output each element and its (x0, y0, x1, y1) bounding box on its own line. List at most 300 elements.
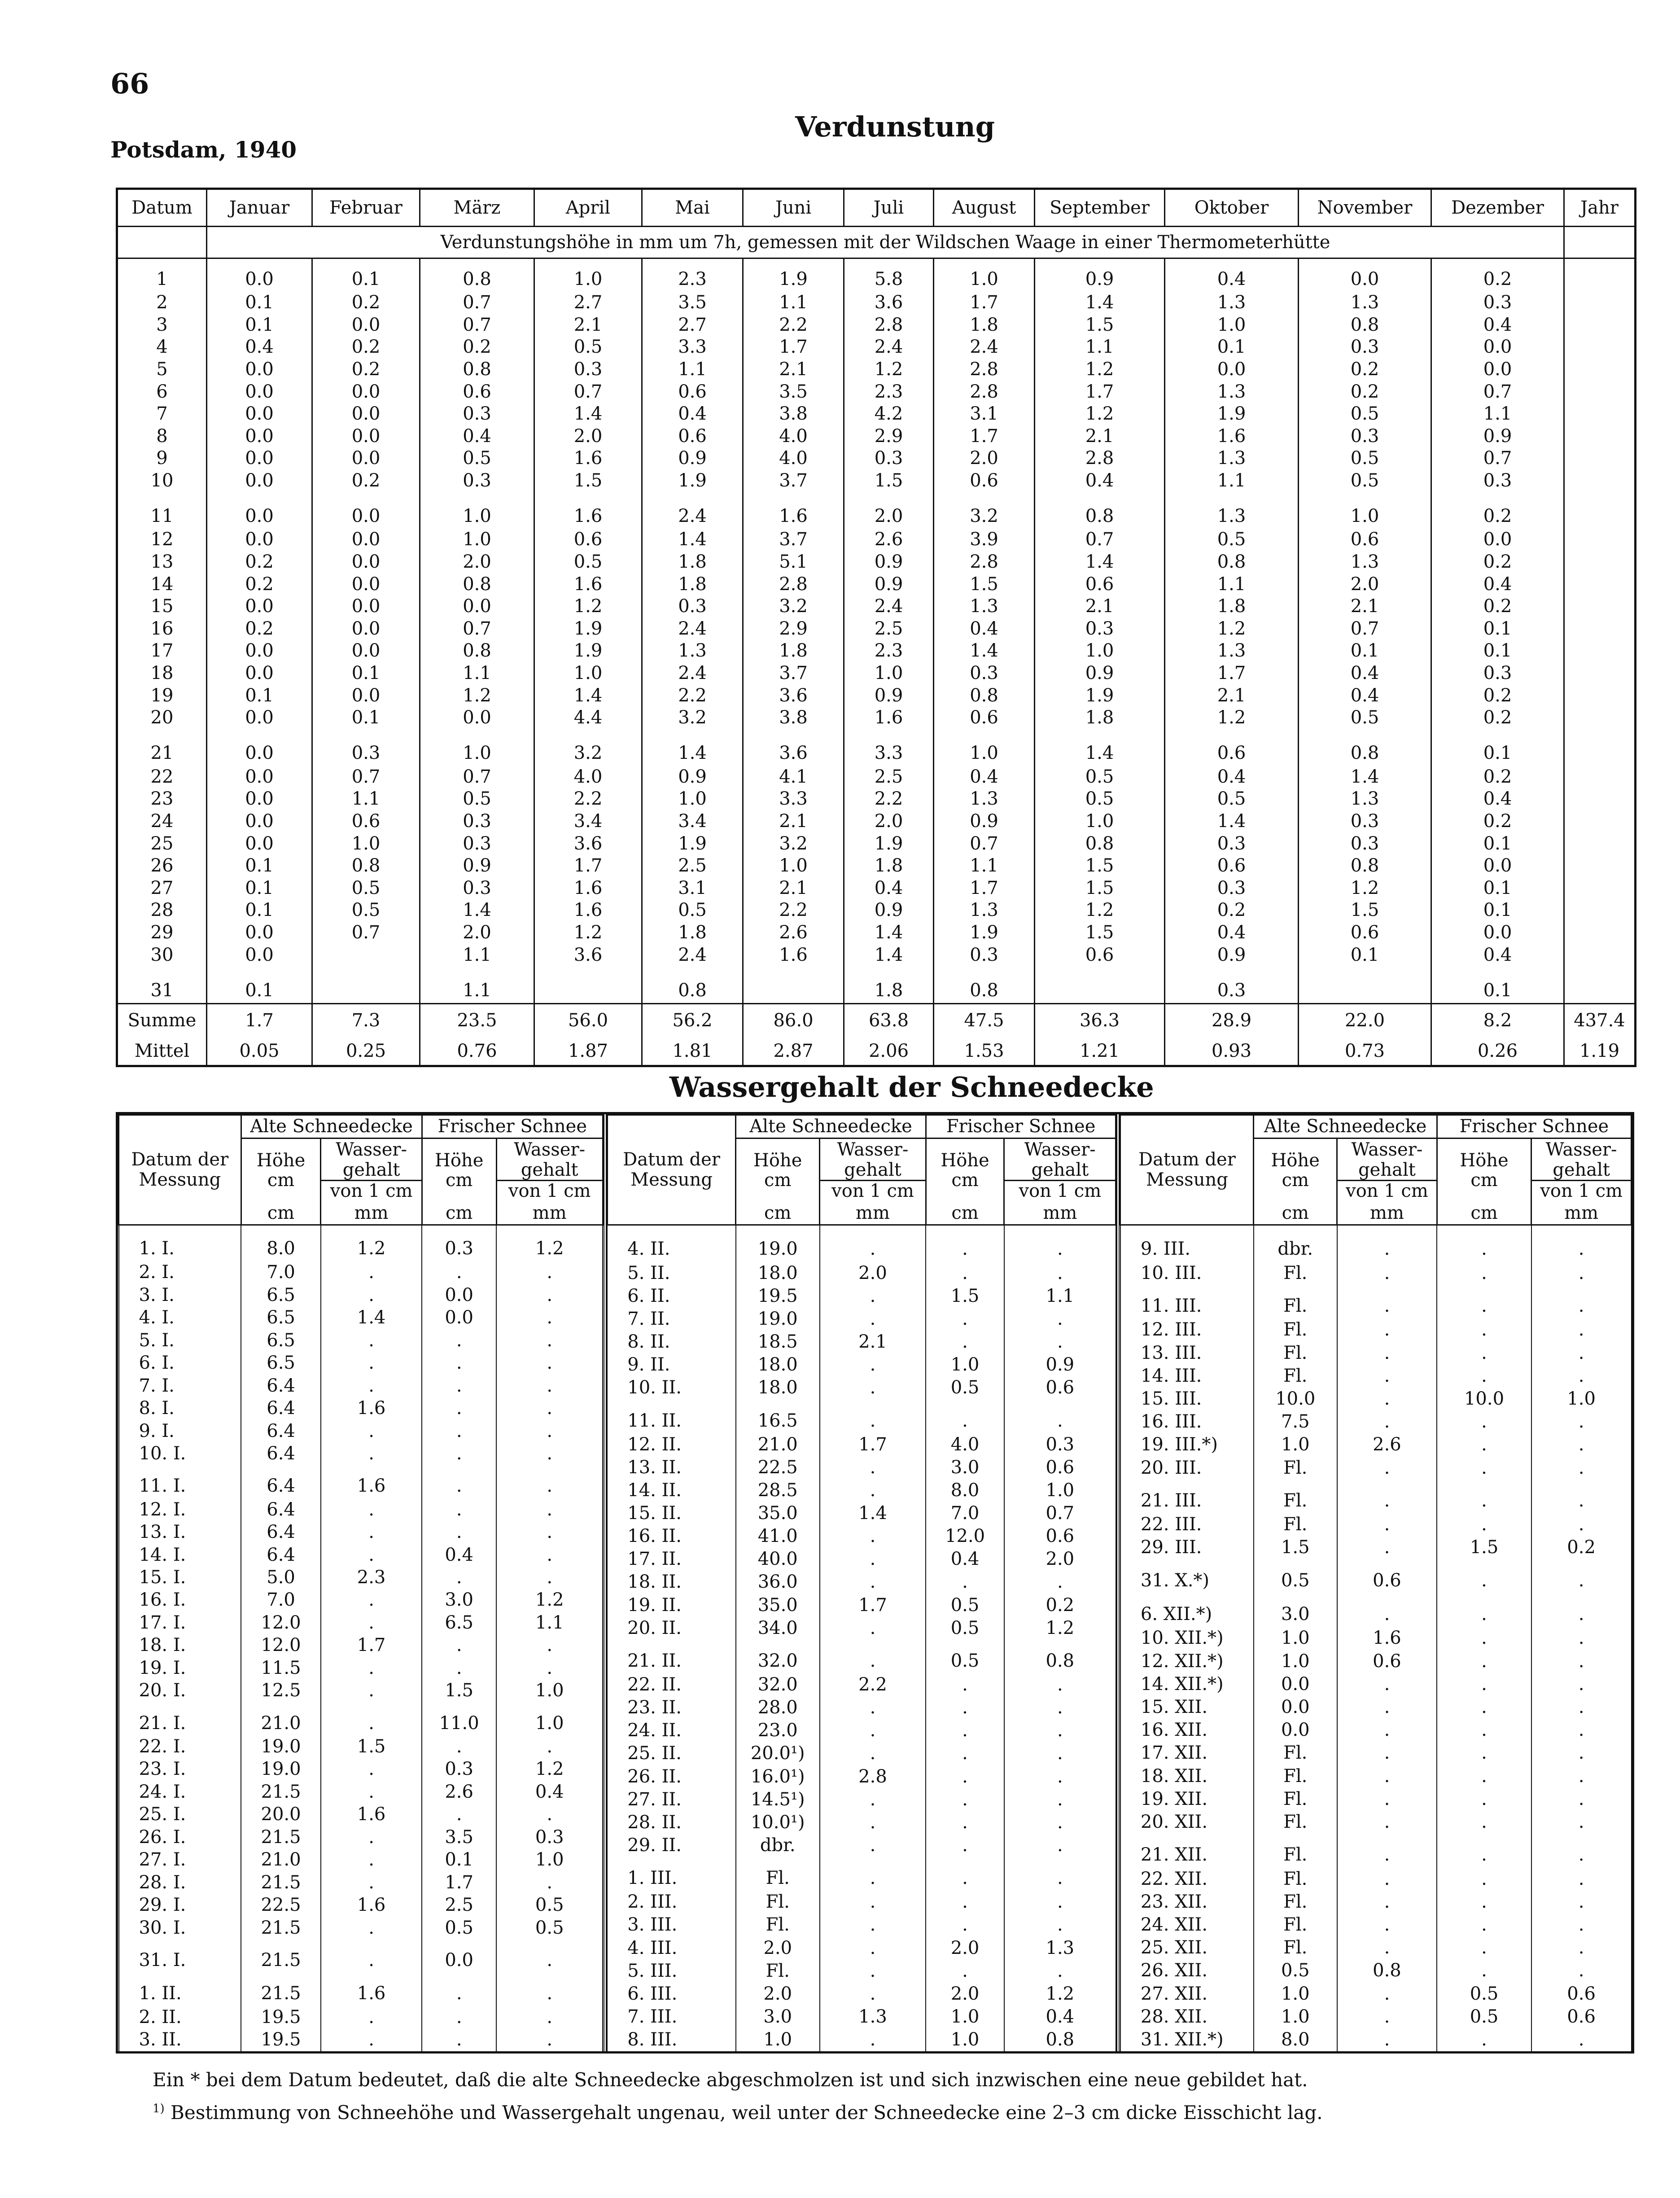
evap-value-cell: 0.5 (642, 899, 743, 922)
snow-row (607, 1433, 1116, 1456)
snow-value-cell: 6.4 (241, 1375, 321, 1397)
snow-height-label: Höhe (1460, 1150, 1509, 1171)
evap-date-cell: 27 (117, 877, 207, 899)
evap-value-cell: 0.0 (207, 640, 312, 662)
snow-value-cell: 35.0 (736, 1502, 820, 1525)
evap-value-cell: 0.6 (642, 425, 743, 447)
snow-value-cell: 2.1 (820, 1331, 926, 1353)
snow-value-cell: 1.0 (926, 2005, 1004, 2028)
evap-value-cell: 0.7 (312, 921, 420, 944)
snow-row (119, 1848, 603, 1871)
evap-value-cell: 3.1 (934, 403, 1035, 425)
evap-value-cell: 3.5 (642, 291, 743, 314)
snow-value-cell: 19.0 (736, 1225, 820, 1261)
evap-value-cell: 0.5 (1299, 707, 1431, 729)
snow-value-cell: . (1337, 1982, 1437, 2005)
evap-value-cell: 5.1 (743, 551, 844, 573)
evap-value-cell: 2.4 (642, 492, 743, 529)
evap-value-cell: 0.0 (207, 766, 312, 788)
snow-value-cell: 3.0 (926, 1456, 1004, 1479)
evap-value-cell: 1.0 (934, 258, 1035, 292)
snow-date-cell: 14. III. (1120, 1364, 1254, 1387)
snow-date-cell: 26. XII. (1120, 1959, 1254, 1982)
evap-row (117, 573, 1636, 595)
snow-row (607, 1673, 1116, 1696)
snow-unit-cell: mm (321, 1202, 422, 1225)
snow-row (119, 1702, 603, 1735)
snow-date-cell: 6. I. (119, 1352, 241, 1374)
snow-value-cell: 0.1 (422, 1848, 496, 1871)
snow-value-cell: . (1337, 1536, 1437, 1559)
evap-value-cell: 0.8 (420, 258, 534, 292)
evap-value-cell: 0.9 (1431, 425, 1564, 447)
evap-row (117, 788, 1636, 810)
evap-value-cell: 0.9 (844, 899, 934, 922)
snow-height-unit: cm (764, 1170, 792, 1191)
evap-value-cell: 3.6 (534, 832, 642, 855)
snow-value-cell: 1.1 (1004, 1284, 1116, 1307)
snow-value-cell: 8.0 (1254, 2028, 1337, 2051)
snow-value-cell: 8.0 (241, 1225, 321, 1261)
snow-date-cell: 20. I. (119, 1679, 241, 1702)
evap-value-cell: 0.4 (1299, 662, 1431, 684)
evap-value-cell: 1.1 (1035, 336, 1165, 359)
evap-value-cell: 0.0 (312, 573, 420, 595)
snow-value-cell: 19.0 (241, 1758, 321, 1780)
evap-value-cell: 0.0 (1165, 358, 1299, 381)
snow-value-cell: 3.0 (422, 1589, 496, 1611)
snow-value-cell: . (496, 1352, 603, 1374)
evap-date-cell: 4 (117, 336, 207, 359)
evap-date-cell: 11 (117, 492, 207, 529)
snow-value-cell: . (1437, 1673, 1531, 1695)
evap-value-cell: 2.1 (743, 358, 844, 381)
evap-value-cell: 1.0 (1035, 640, 1165, 662)
snow-value-cell: . (496, 1803, 603, 1826)
snow-value-cell: . (1531, 1719, 1632, 1742)
snow-value-cell: Fl. (1254, 1742, 1337, 1765)
snow-value-cell: Fl. (1254, 1936, 1337, 1959)
snow-value-cell: 6.5 (241, 1352, 321, 1374)
evap-value-cell: 0.5 (312, 899, 420, 922)
evap-value-cell: 0.4 (642, 403, 743, 425)
snow-value-cell: . (1337, 1364, 1437, 1387)
snow-value-cell: . (1437, 1261, 1531, 1284)
evap-value-cell: 1.1 (934, 854, 1035, 877)
snow-value-cell: . (321, 1419, 422, 1442)
evap-value-cell: 0.0 (207, 492, 312, 529)
snow-value-cell: 1.7 (820, 1433, 926, 1456)
evap-value-cell: 2.5 (642, 854, 743, 877)
snow-value-cell: Fl. (1254, 1867, 1337, 1890)
evap-value-cell: 2.8 (844, 314, 934, 336)
snow-value-cell: 0.5 (926, 1376, 1004, 1399)
snow-value-cell: 21.5 (241, 1781, 321, 1803)
snow-date-cell: 13. II. (607, 1456, 736, 1479)
snow-value-cell: 0.8 (1004, 1639, 1116, 1673)
snow-datum-header: Datum der Messung (607, 1115, 736, 1225)
snow-value-cell: 0.8 (1337, 1959, 1437, 1982)
evap-value-cell (1564, 832, 1636, 855)
evap-header-cell: Januar (207, 189, 312, 227)
snow-value-cell: 0.0 (1254, 1696, 1337, 1719)
evap-value-cell: 0.0 (207, 832, 312, 855)
evap-value-cell: 2.5 (844, 766, 934, 788)
snow-value-cell: 3.0 (1254, 1593, 1337, 1627)
evap-value-cell: 0.26 (1431, 1034, 1564, 1066)
snow-date-cell: 27. I. (119, 1848, 241, 1871)
evap-value-cell (1564, 447, 1636, 470)
evap-value-cell: 0.3 (1299, 336, 1431, 359)
snow-value-cell: 1.0 (1254, 2005, 1337, 2028)
evap-value-cell: 0.1 (1431, 832, 1564, 855)
evap-value-cell: 0.0 (312, 447, 420, 470)
snow-value-cell: 1.0 (1531, 1388, 1632, 1410)
snow-value-cell: . (1004, 1331, 1116, 1353)
snow-value-cell: . (422, 1657, 496, 1679)
evap-value-cell: 0.6 (1035, 573, 1165, 595)
evap-value-cell: 0.7 (1035, 529, 1165, 551)
snow-value-cell: . (422, 2028, 496, 2051)
snow-value-cell: 2.8 (820, 1765, 926, 1788)
evap-header-cell: November (1299, 189, 1431, 227)
snow-value-cell: 20.0¹) (736, 1742, 820, 1765)
evap-row (117, 684, 1636, 707)
snow-value-cell: . (820, 1399, 926, 1433)
evap-value-cell: 0.8 (1165, 551, 1299, 573)
snow-row (119, 1306, 603, 1329)
evap-value-cell: 7.3 (312, 1003, 420, 1034)
place-year: Potsdam, 1940 (110, 136, 297, 163)
evap-value-cell: 0.6 (642, 381, 743, 403)
evap-value-cell: 3.2 (534, 729, 642, 766)
snow-unit-cell: mm (1531, 1202, 1632, 1225)
snow-row (119, 1498, 603, 1521)
evap-value-cell: 0.0 (207, 921, 312, 944)
evap-value-cell: 0.2 (1431, 492, 1564, 529)
evap-value-cell: 0.1 (1431, 877, 1564, 899)
evap-value-cell: 0.3 (420, 832, 534, 855)
snow-date-cell: 15. I. (119, 1566, 241, 1589)
evap-value-cell: 0.73 (1299, 1034, 1431, 1066)
evap-value-cell: 1.8 (844, 854, 934, 877)
snow-date-cell: 22. XII. (1120, 1867, 1254, 1890)
snow-date-cell: 30. I. (119, 1917, 241, 1939)
evaporation-table (116, 188, 1636, 1067)
evap-value-cell: 0.0 (312, 314, 420, 336)
snow-row (607, 1913, 1116, 1936)
snow-water-header (1337, 1138, 1437, 1202)
snow-water-label: Wasser-gehalt (514, 1139, 586, 1180)
evap-value-cell: 1.1 (420, 966, 534, 1003)
snow-value-cell: 20.0 (241, 1803, 321, 1826)
snow-row (119, 1939, 603, 1972)
evap-date-cell: 12 (117, 529, 207, 551)
snow-value-cell: . (496, 1498, 603, 1521)
evap-value-cell: 2.1 (1299, 595, 1431, 617)
evap-value-cell: 4.0 (534, 766, 642, 788)
snow-row (1120, 2028, 1632, 2051)
snow-value-cell: . (820, 2028, 926, 2051)
evap-value-cell: 2.2 (844, 788, 934, 810)
evap-value-cell: 1.7 (1165, 662, 1299, 684)
snow-date-cell: 6. II. (607, 1284, 736, 1307)
evap-value-cell: 2.0 (844, 810, 934, 832)
snow-row (607, 1525, 1116, 1548)
evap-value-cell: 0.8 (934, 966, 1035, 1003)
snow-row (1120, 1982, 1632, 2005)
snow-water-label: Wasser-gehalt (1024, 1139, 1096, 1180)
evap-row (117, 529, 1636, 551)
evap-header-cell: Juli (844, 189, 934, 227)
evap-row (117, 877, 1636, 899)
evap-date-cell: 21 (117, 729, 207, 766)
snow-row (119, 1566, 603, 1589)
snow-date-cell: 23. XII. (1120, 1890, 1254, 1913)
snow-row (119, 1679, 603, 1702)
snow-value-cell: 1.6 (321, 1972, 422, 2005)
snow-value-cell: Fl. (1254, 1341, 1337, 1364)
snow-value-cell: 11.5 (241, 1657, 321, 1679)
snow-value-cell: . (1437, 1719, 1531, 1742)
evap-header-cell: April (534, 189, 642, 227)
snow-value-cell: 19.5 (241, 2006, 321, 2028)
evap-value-cell (1564, 551, 1636, 573)
snow-row (119, 1917, 603, 1939)
snow-value-cell: . (1531, 1318, 1632, 1341)
snow-date-cell: 31. I. (119, 1939, 241, 1972)
snow-value-cell: . (1337, 1890, 1437, 1913)
evap-date-cell: 14 (117, 573, 207, 595)
snow-value-cell: . (1337, 1513, 1437, 1536)
evap-row (117, 425, 1636, 447)
snow-value-cell: 1.0 (1254, 1627, 1337, 1650)
evap-value-cell: 0.6 (420, 381, 534, 403)
evap-value-cell: 0.76 (420, 1034, 534, 1066)
snow-value-cell: 10.0 (1254, 1388, 1337, 1410)
evap-value-cell: 1.9 (844, 832, 934, 855)
snow-value-cell: . (321, 1375, 422, 1397)
evap-value-cell: 1.8 (743, 640, 844, 662)
snow-value-cell: 0.5 (496, 1917, 603, 1939)
snow-value-cell: 0.5 (926, 1594, 1004, 1616)
snow-date-cell: 11. I. (119, 1465, 241, 1498)
snow-value-cell: 0.4 (422, 1544, 496, 1566)
snow-date-cell: 13. III. (1120, 1341, 1254, 1364)
evap-value-cell: 0.1 (312, 662, 420, 684)
evap-value-cell: 63.8 (844, 1003, 934, 1034)
snow-value-cell: Fl. (1254, 1285, 1337, 1318)
snow-fresh-header: Frischer Schnee (1437, 1115, 1631, 1138)
snow-value-cell: . (820, 1525, 926, 1548)
evap-value-cell: 1.0 (1035, 810, 1165, 832)
evap-row (117, 381, 1636, 403)
evap-value-cell (1564, 358, 1636, 381)
snow-value-cell: . (422, 1419, 496, 1442)
evap-value-cell: 0.4 (1165, 766, 1299, 788)
evap-value-cell: 3.8 (743, 707, 844, 729)
snow-value-cell: . (1437, 1936, 1531, 1959)
snow-value-cell: 0.0 (422, 1306, 496, 1329)
snow-value-cell: . (496, 2028, 603, 2051)
snow-date-cell: 12. XII.*) (1120, 1650, 1254, 1673)
snow-value-cell: . (1337, 1834, 1437, 1867)
snow-water-label: Wasser-gehalt (1545, 1139, 1617, 1180)
snow-value-cell: 28.0 (736, 1696, 820, 1719)
evap-value-cell: 0.3 (642, 595, 743, 617)
evap-value-cell (743, 966, 844, 1003)
evap-value-cell: 2.4 (642, 662, 743, 684)
evap-row (117, 640, 1636, 662)
evap-header-row (117, 189, 1636, 227)
snow-value-cell: Fl. (1254, 1811, 1337, 1834)
snow-value-cell: 1.4 (820, 1502, 926, 1525)
snow-date-cell: 12. III. (1120, 1318, 1254, 1341)
evap-date-cell: 28 (117, 899, 207, 922)
snow-value-cell: . (1437, 1787, 1531, 1810)
snow-value-cell: 1.3 (1004, 1936, 1116, 1959)
evap-value-cell: 0.0 (312, 425, 420, 447)
evap-value-cell: 2.2 (642, 684, 743, 707)
evap-value-cell: 0.8 (642, 966, 743, 1003)
snow-value-cell: . (926, 1261, 1004, 1284)
snow-value-cell: Fl. (1254, 1513, 1337, 1536)
snow-row (1120, 1650, 1632, 1673)
evap-value-cell: 0.8 (1035, 492, 1165, 529)
snow-height-header (736, 1138, 820, 1202)
evap-caption-year-blank (1564, 227, 1636, 258)
snow-row (607, 1891, 1116, 1913)
evap-value-cell: 1.7 (534, 854, 642, 877)
evap-value-cell: 0.3 (420, 403, 534, 425)
evap-value-cell: 0.3 (1165, 966, 1299, 1003)
snow-value-cell: . (321, 1758, 422, 1780)
evap-value-cell (1564, 336, 1636, 359)
evap-value-cell: 0.0 (1431, 529, 1564, 551)
snow-value-cell: . (1004, 1959, 1116, 1982)
snow-value-cell: 0.7 (1004, 1502, 1116, 1525)
evap-value-cell: 0.2 (207, 617, 312, 640)
evap-value-cell: 1.7 (1035, 381, 1165, 403)
snow-row (119, 1894, 603, 1916)
evap-value-cell: 2.8 (934, 551, 1035, 573)
evap-value-cell: 2.7 (534, 291, 642, 314)
evap-value-cell: 1.3 (1165, 291, 1299, 314)
snow-height-unit: cm (1282, 1170, 1309, 1191)
snow-value-cell: . (422, 1261, 496, 1283)
page-number: 66 (110, 67, 149, 100)
evap-value-cell: 1.0 (420, 729, 534, 766)
snow-value-cell: Fl. (1254, 1318, 1337, 1341)
snow-date-cell: 24. I. (119, 1781, 241, 1803)
snow-value-cell: 1.0 (926, 1353, 1004, 1376)
evap-value-cell (534, 966, 642, 1003)
snow-value-cell: . (496, 1284, 603, 1306)
evap-value-cell: 1.5 (934, 573, 1035, 595)
evap-date-cell: 18 (117, 662, 207, 684)
snow-value-cell: . (422, 1566, 496, 1589)
evap-value-cell: 1.9 (934, 921, 1035, 944)
snow-row (1120, 1627, 1632, 1650)
snow-value-cell: . (1531, 1742, 1632, 1765)
evap-value-cell: 1.3 (934, 595, 1035, 617)
snow-date-cell: 24. XII. (1120, 1913, 1254, 1936)
snow-row (1120, 1913, 1632, 1936)
snow-row (1120, 1719, 1632, 1742)
snow-value-cell: 6.5 (241, 1284, 321, 1306)
evap-date-cell: 23 (117, 788, 207, 810)
snow-value-cell: . (1437, 1456, 1531, 1479)
evap-value-cell: 1.4 (1035, 551, 1165, 573)
snow-date-cell: 24. II. (607, 1719, 736, 1742)
snow-date-cell: 27. XII. (1120, 1982, 1254, 2005)
snow-date-cell: 9. III. (1120, 1225, 1254, 1261)
snow-block (607, 1114, 1120, 2051)
evap-value-cell: 0.0 (207, 788, 312, 810)
evap-value-cell: 8.2 (1431, 1003, 1564, 1034)
snow-value-cell: . (820, 1936, 926, 1959)
evap-value-cell: 0.4 (1035, 469, 1165, 492)
snow-value-cell: Fl. (1254, 1261, 1337, 1284)
evap-value-cell: 0.1 (207, 291, 312, 314)
evap-value-cell: 2.87 (743, 1034, 844, 1066)
snow-value-cell: . (321, 1826, 422, 1848)
snow-value-cell: 6.4 (241, 1544, 321, 1566)
evap-value-cell: 1.7 (743, 336, 844, 359)
evap-value-cell: 2.6 (844, 529, 934, 551)
snow-value-cell: 0.8 (1004, 2028, 1116, 2051)
snow-value-cell: . (1004, 1811, 1116, 1834)
snow-value-cell: . (1437, 1913, 1531, 1936)
snow-row (607, 1456, 1116, 1479)
snow-value-cell: 1.6 (321, 1397, 422, 1419)
evap-value-cell: 1.6 (1165, 425, 1299, 447)
evap-value-cell: 3.2 (642, 707, 743, 729)
snow-value-cell: . (926, 1696, 1004, 1719)
evap-value-cell: 0.5 (534, 336, 642, 359)
evap-value-cell: 0.2 (312, 336, 420, 359)
snow-row (1120, 1593, 1632, 1627)
evap-value-cell: 0.0 (207, 662, 312, 684)
evap-value-cell: 1.4 (642, 729, 743, 766)
snow-value-cell: 1.0 (926, 2028, 1004, 2051)
evap-value-cell: 0.4 (1431, 944, 1564, 966)
evap-value-cell: 1.9 (743, 258, 844, 292)
snow-value-cell: . (1004, 1719, 1116, 1742)
evap-value-cell: 4.1 (743, 766, 844, 788)
snow-date-cell: 15. II. (607, 1502, 736, 1525)
snow-row (119, 1261, 603, 1283)
snow-date-cell: 29. I. (119, 1894, 241, 1916)
snow-value-cell: . (1531, 1433, 1632, 1456)
snow-unit-cell: mm (496, 1202, 603, 1225)
snow-date-cell: 19. III.*) (1120, 1433, 1254, 1456)
snow-date-cell: 10. II. (607, 1376, 736, 1399)
snow-date-cell: 16. I. (119, 1589, 241, 1611)
snow-value-cell: . (1531, 1410, 1632, 1433)
snow-row (119, 1329, 603, 1352)
snow-value-cell: . (820, 1479, 926, 1502)
evap-value-cell: 0.2 (207, 551, 312, 573)
footnote-1 (153, 2102, 1323, 2124)
snow-unit-cell: cm (926, 1202, 1004, 1225)
evap-value-cell: 1.6 (534, 573, 642, 595)
evap-value-cell: 1.8 (642, 573, 743, 595)
evap-value-cell: 0.7 (1299, 617, 1431, 640)
snow-value-cell: Fl. (1254, 1456, 1337, 1479)
snow-value-cell: 3.0 (736, 2005, 820, 2028)
snow-value-cell: . (820, 1376, 926, 1399)
